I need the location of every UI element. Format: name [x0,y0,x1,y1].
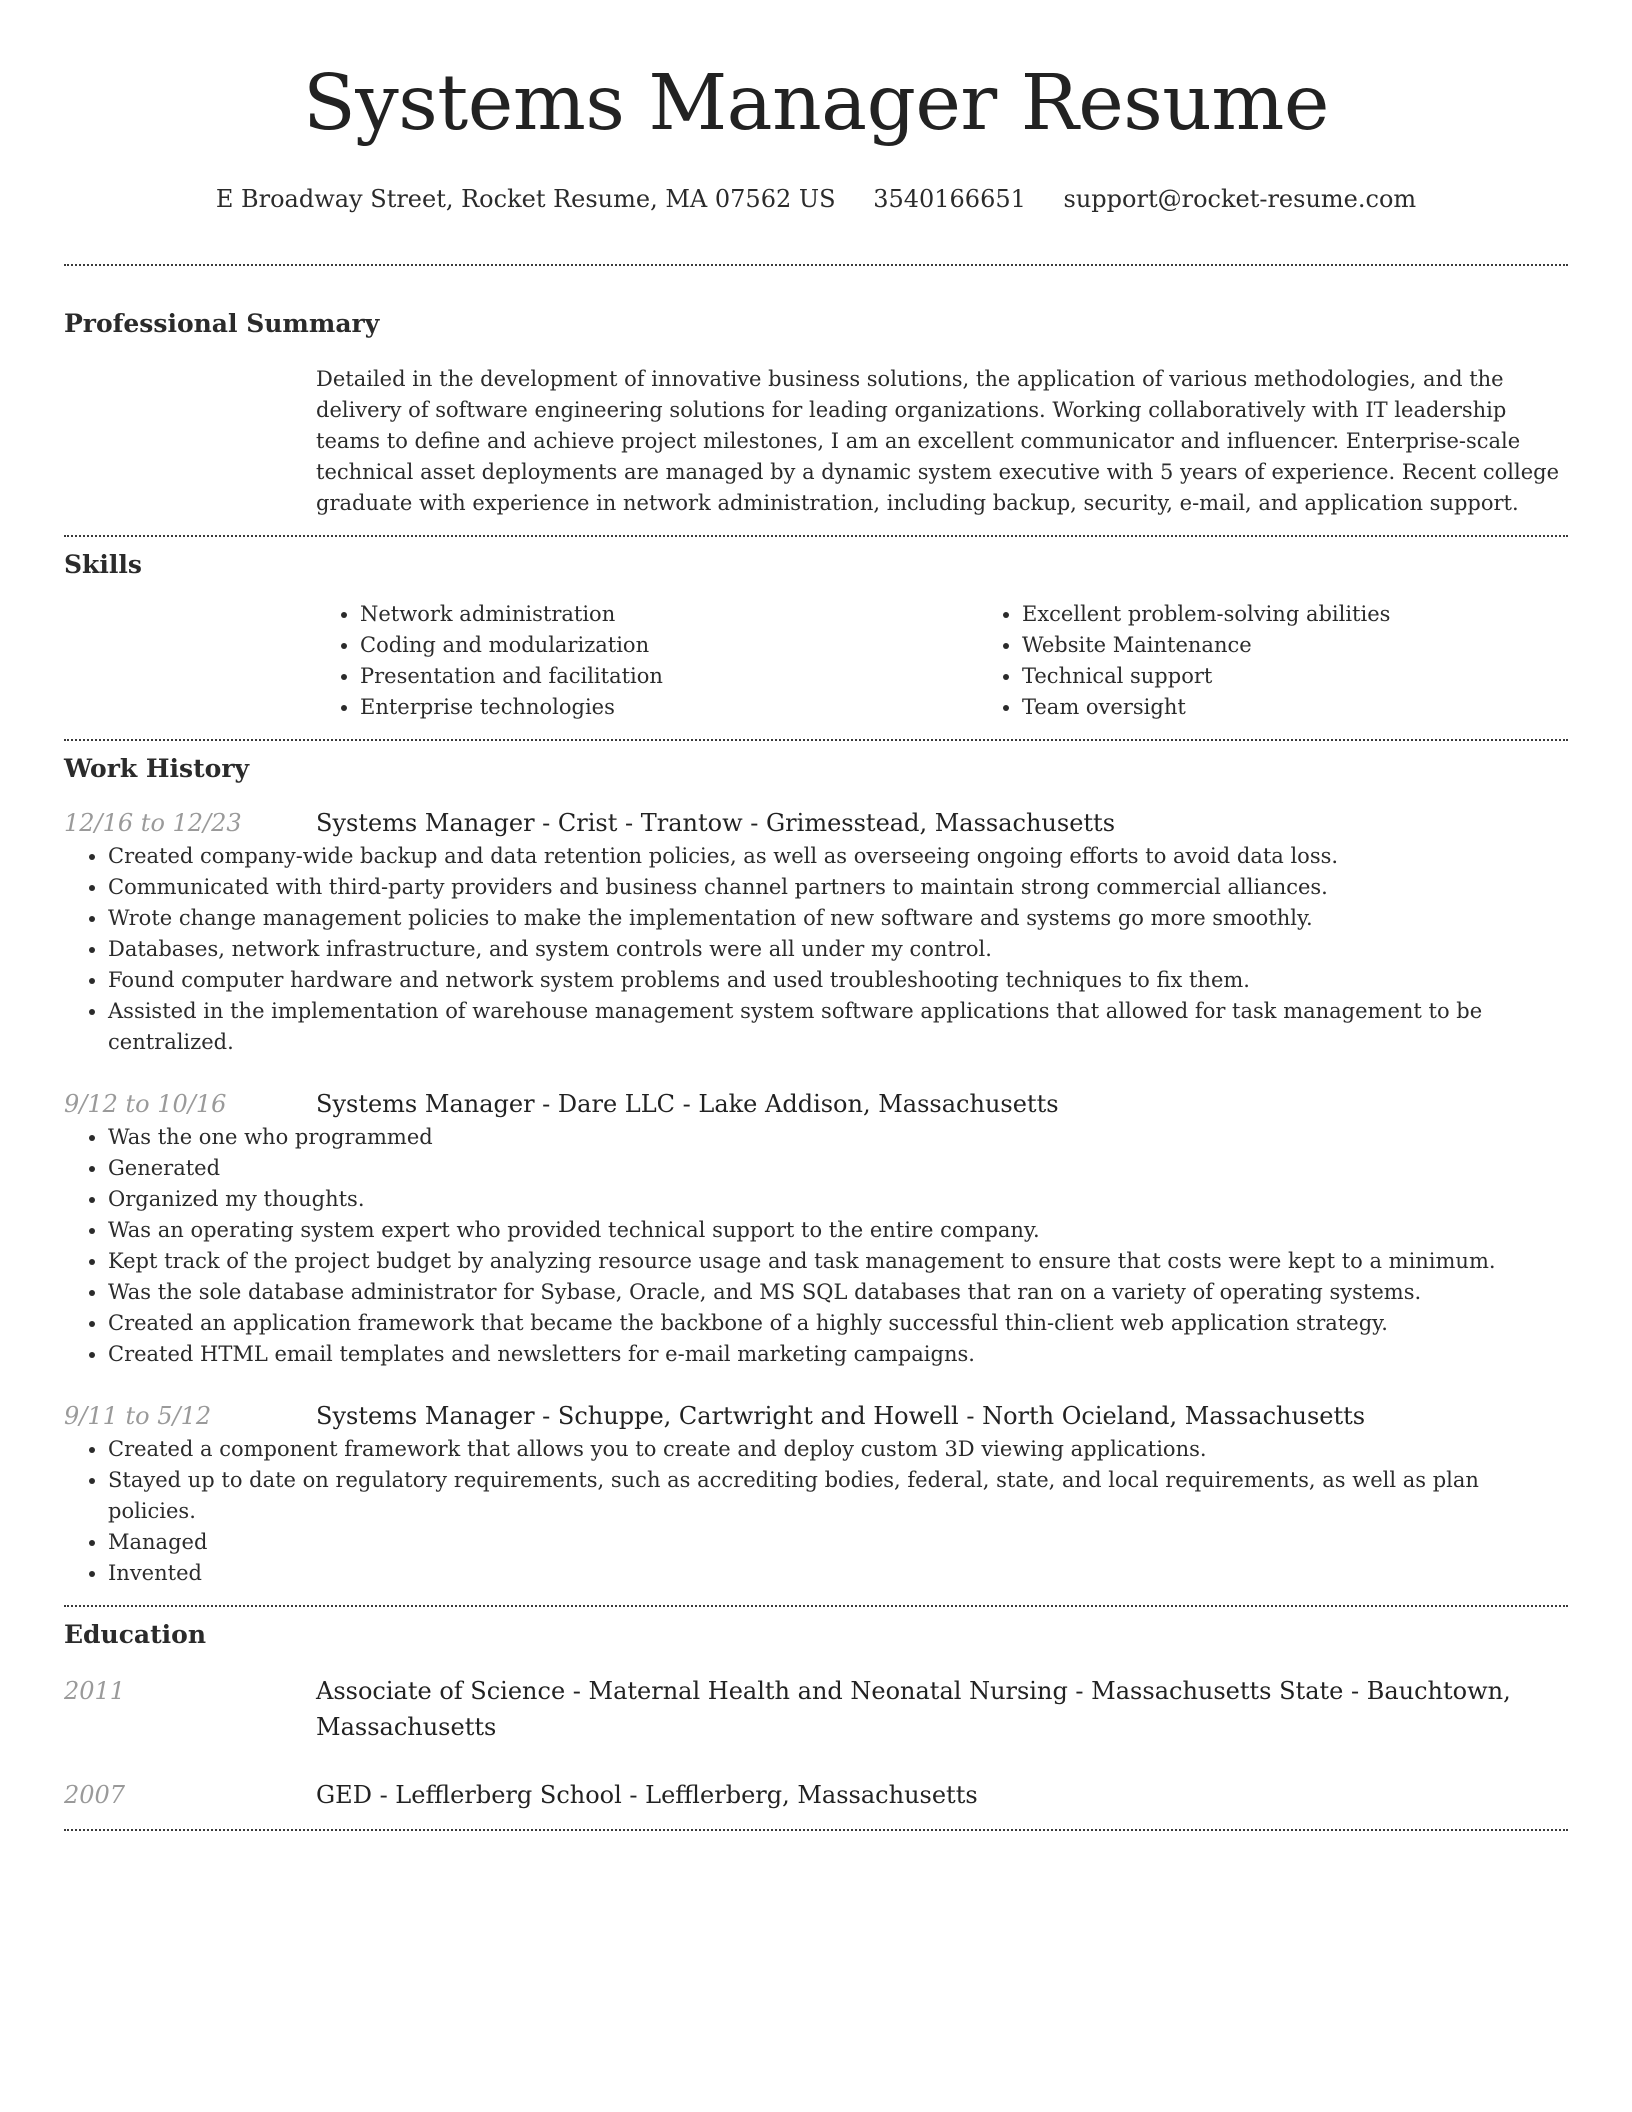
job-bullet: • Was an operating system expert who provided technical support to the entire company. [108,1215,1568,1246]
summary-text: Detailed in the development of innovative business solutions, the application of various methodologies, and the delivery of software engineering solutions for leading organizations. Working collaboratively with IT leadership teams to define and achieve project milestones, I am an excellent communicator and influencer. Enterprise-scale technical asset deployments are managed by a dynamic system executive with 5 years of experience. Recent college graduate with experience in network administration, including backup, security, e-mail, and application support. [316,367,1560,515]
skill-item: • Presentation and facilitation [360,661,978,692]
summary-heading: Professional Summary [64,309,380,338]
job-bullet: • Communicated with third-party providers and business channel partners to maintain strong commercial alliances. [108,872,1568,903]
job-title: Systems Manager - Schuppe, Cartwright and Howell - North Ocieland, Massachusetts [316,1402,1366,1430]
skill-item: • Team oversight [1022,692,1632,723]
skill-item: • Coding and modularization [360,630,978,661]
section-divider [64,1829,1568,1831]
job-title: Systems Manager - Crist - Trantow - Grimesstead, Massachusetts [316,809,1116,837]
resume-title: Systems Manager Resume [303,59,1329,148]
job-bullet: • Was the sole database administrator for Sybase, Oracle, and MS SQL databases that ran on a variety of operating systems. [108,1277,1568,1308]
section-divider [64,1605,1568,1607]
job-bullet: • Kept track of the project budget by analyzing resource usage and task management to ensure that costs were kept to a minimum. [108,1246,1568,1277]
contact-email: support@rocket-resume.com [1063,185,1417,213]
summary-section [64,308,1568,519]
job-date: 9/11 to 5/12 [64,1402,212,1430]
job-bullets [64,1434,1568,1589]
education-date: 2011 [64,1677,126,1705]
job-bullets [64,841,1568,1058]
skills-column-right [978,599,1632,723]
job-bullet: • Managed [108,1527,1568,1558]
skill-item: • Website Maintenance [1022,630,1632,661]
education-section [64,1619,1568,1813]
job-bullet: • Invented [108,1558,1568,1589]
skills-heading: Skills [64,550,142,579]
job-entry [64,1086,1568,1370]
contact-address: E Broadway Street, Rocket Resume, MA 07562 US [215,185,836,213]
section-divider [64,535,1568,537]
job-title: Systems Manager - Dare LLC - Lake Addison, Massachusetts [316,1090,1059,1118]
job-date: 12/16 to 12/23 [64,809,242,837]
skills-column-left [316,599,978,723]
education-title: Associate of Science - Maternal Health and Neonatal Nursing - Massachusetts State - Bauchtown, Massachusetts [316,1677,1511,1741]
job-date: 9/12 to 10/16 [64,1090,227,1118]
section-divider [64,739,1568,741]
skill-item: • Enterprise technologies [360,692,978,723]
skill-item: • Network administration [360,599,978,630]
job-bullet: • Assisted in the implementation of warehouse management system software applications that allowed for task management to be centralized. [108,996,1568,1058]
skill-item: • Technical support [1022,661,1632,692]
job-bullet: • Databases, network infrastructure, and system controls were all under my control. [108,934,1568,965]
work-heading: Work History [64,754,250,783]
skill-item: • Excellent problem-solving abilities [1022,599,1632,630]
contact-line [64,184,1568,214]
education-title: GED - Lefflerberg School - Lefflerberg, Massachusetts [316,1781,978,1809]
job-bullet: • Organized my thoughts. [108,1184,1568,1215]
job-bullet: • Created an application framework that became the backbone of a highly successful thin-client web application strategy. [108,1308,1568,1339]
job-bullet: • Created company-wide backup and data retention policies, as well as overseeing ongoing efforts to avoid data loss. [108,841,1568,872]
contact-phone: 3540166651 [873,185,1026,213]
job-bullet: • Created HTML email templates and newsletters for e-mail marketing campaigns. [108,1339,1568,1370]
job-entry [64,805,1568,1058]
job-bullet: • Stayed up to date on regulatory requirements, such as accrediting bodies, federal, state, and local requirements, as well as plan policies. [108,1465,1568,1527]
job-bullet: • Created a component framework that allows you to create and deploy custom 3D viewing applications. [108,1434,1568,1465]
job-bullet: • Was the one who programmed [108,1122,1568,1153]
education-entry [64,1777,1568,1813]
skills-list [316,599,1568,723]
education-date: 2007 [64,1781,126,1809]
job-bullet: • Wrote change management policies to make the implementation of new software and systems go more smoothly. [108,903,1568,934]
job-bullets [64,1122,1568,1370]
work-section [64,753,1568,1589]
job-entry [64,1398,1568,1589]
job-bullet: • Generated [108,1153,1568,1184]
job-bullet: • Found computer hardware and network system problems and used troubleshooting techniques to fix them. [108,965,1568,996]
section-divider [64,264,1568,266]
education-heading: Education [64,1620,207,1649]
skills-section [64,549,1568,723]
education-entry [64,1673,1568,1745]
